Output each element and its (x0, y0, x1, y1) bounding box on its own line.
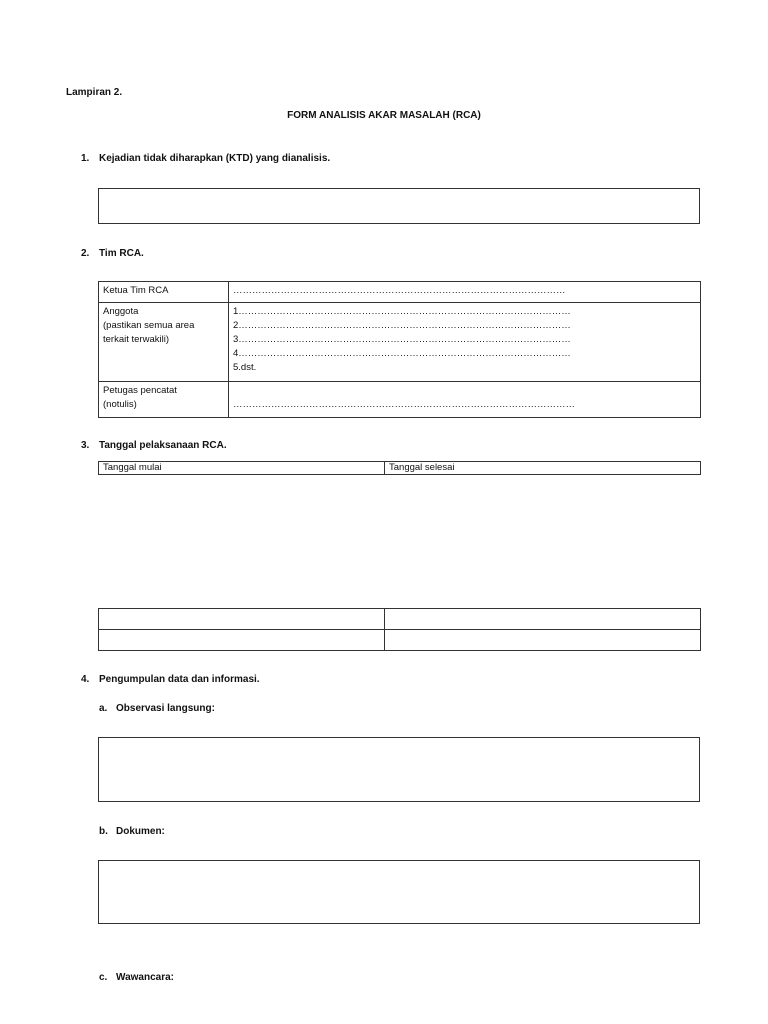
member-line-2: 2…………………………………………………………………………………………… (233, 320, 571, 331)
members-label (99, 303, 229, 382)
leader-value[interactable] (229, 282, 701, 303)
ktd-input-box[interactable] (98, 188, 700, 224)
section-1-number: 1. (81, 153, 90, 164)
date-entry-table (98, 608, 701, 651)
table-row (99, 630, 701, 651)
subsection-a-letter: a. (99, 703, 108, 714)
empty-cell[interactable] (99, 609, 385, 630)
subsection-a-label: Observasi langsung: (116, 703, 215, 714)
leader-dots: …………………………………………………………………………………………… (233, 285, 566, 296)
subsection-b-label: Dokumen: (116, 826, 165, 837)
date-table (98, 461, 701, 475)
section-3-label: Tanggal pelaksanaan RCA. (99, 440, 227, 451)
member-line-5: 5.dst. (233, 362, 257, 373)
member-line-1: 1…………………………………………………………………………………………… (233, 306, 571, 317)
subsection-b-letter: b. (99, 826, 108, 837)
recorder-value[interactable] (229, 382, 701, 418)
document-input-box[interactable] (98, 860, 700, 924)
start-date-label: Tanggal mulai (99, 462, 385, 475)
end-date-label: Tanggal selesai (385, 462, 701, 475)
leader-label: Ketua Tim RCA (99, 282, 229, 303)
section-4-number: 4. (81, 674, 90, 685)
empty-cell[interactable] (385, 630, 701, 651)
empty-cell[interactable] (99, 630, 385, 651)
section-2-label: Tim RCA. (99, 248, 144, 259)
empty-cell[interactable] (385, 609, 701, 630)
attachment-label: Lampiran 2. (66, 87, 123, 98)
form-title: FORM ANALISIS AKAR MASALAH (RCA) (287, 110, 481, 121)
members-value[interactable] (229, 303, 701, 382)
rca-team-table (98, 281, 701, 418)
member-line-3: 3…………………………………………………………………………………………… (233, 334, 571, 345)
observation-input-box[interactable] (98, 737, 700, 802)
recorder-label-line: (notulis) (103, 399, 137, 410)
table-row (99, 282, 701, 303)
section-4-label: Pengumpulan data dan informasi. (99, 674, 260, 685)
member-line-4: 4…………………………………………………………………………………………… (233, 348, 571, 359)
subsection-c-label: Wawancara: (116, 972, 174, 983)
members-label-line: Anggota (103, 306, 139, 317)
section-2-number: 2. (81, 248, 90, 259)
table-row (99, 462, 701, 475)
members-label-line: terkait terwakili) (103, 334, 169, 345)
table-row (99, 303, 701, 382)
recorder-label-line: Petugas pencatat (103, 385, 177, 396)
subsection-c-letter: c. (99, 972, 108, 983)
recorder-dots: ……………………………………………………………………………………………… (233, 399, 575, 410)
section-1-label: Kejadian tidak diharapkan (KTD) yang dianalisis. (99, 153, 331, 164)
table-row (99, 382, 701, 418)
members-label-line: (pastikan semua area (103, 320, 195, 331)
recorder-label (99, 382, 229, 418)
section-3-number: 3. (81, 440, 90, 451)
table-row (99, 609, 701, 630)
